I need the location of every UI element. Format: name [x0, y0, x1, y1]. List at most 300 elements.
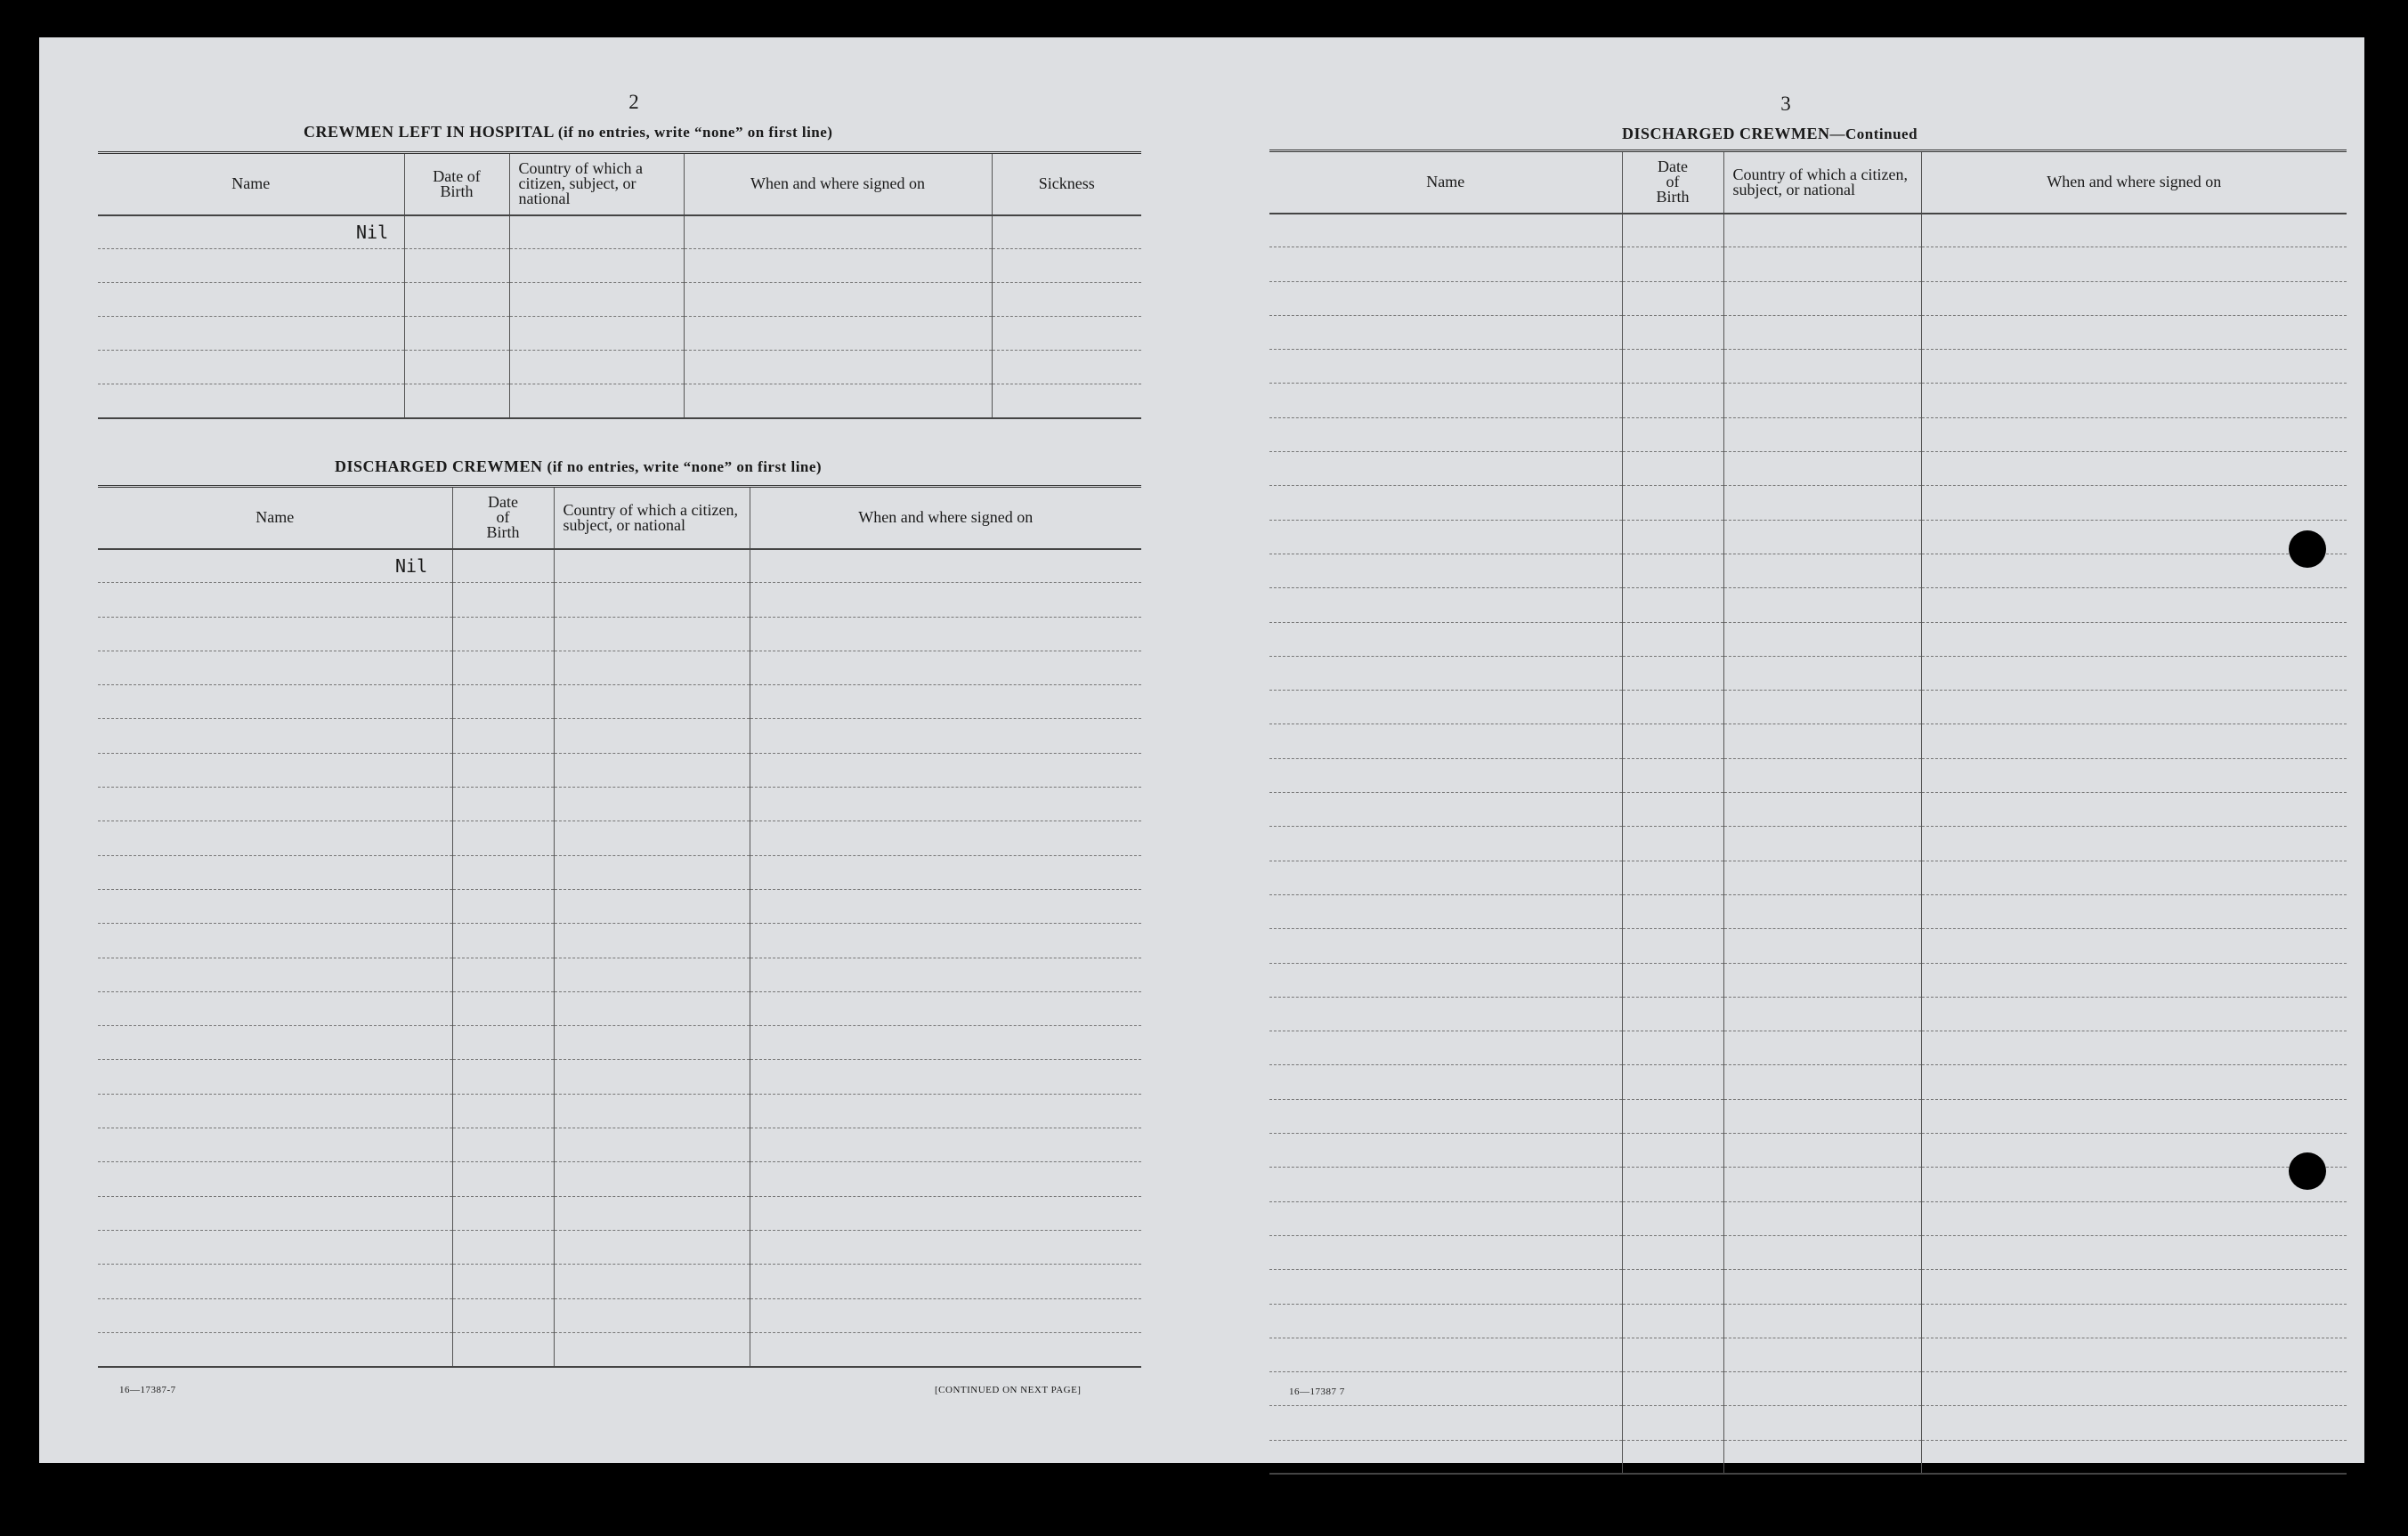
table-cell: [452, 855, 554, 889]
table-row: [1269, 656, 2347, 690]
table-cell: [1723, 315, 1921, 349]
table-row: [1269, 1440, 2347, 1474]
table-cell: [1269, 1270, 1622, 1304]
table-cell: [1269, 758, 1622, 792]
table-row: [1269, 963, 2347, 997]
table-cell: [1723, 520, 1921, 554]
table-cell: [554, 685, 750, 719]
hospital-table: [98, 151, 1141, 419]
table-cell: [554, 1332, 750, 1366]
table-cell: [1921, 691, 2347, 724]
table-cell: [750, 788, 1141, 821]
table-row: [98, 1094, 1141, 1128]
table-cell: [1269, 486, 1622, 520]
table-row: [1269, 1099, 2347, 1133]
column-header-name: Name: [98, 487, 452, 549]
table-cell: [1622, 1201, 1723, 1235]
table-cell: [992, 384, 1141, 418]
table-cell: [750, 685, 1141, 719]
table-cell: [1723, 384, 1921, 417]
table-cell: [554, 719, 750, 753]
table-cell: [1622, 315, 1723, 349]
discharged-continued-suffix: —Continued: [1829, 125, 1918, 142]
table-cell: [1622, 724, 1723, 758]
table-cell: [1269, 1065, 1622, 1099]
table-cell: [1921, 929, 2347, 963]
table-cell: [98, 351, 404, 384]
table-row: [98, 1265, 1141, 1298]
table-cell: [1622, 214, 1723, 247]
table-cell: [98, 1026, 452, 1060]
table-cell: [1921, 452, 2347, 486]
table-cell: [1723, 1406, 1921, 1440]
table-cell: [1622, 281, 1723, 315]
discharged-section-title: [335, 457, 822, 476]
table-row: [98, 1196, 1141, 1230]
table-cell: [1921, 1031, 2347, 1065]
table-cell: [1622, 894, 1723, 928]
table-cell: [554, 1196, 750, 1230]
hospital-title-note: (if no entries, write “none” on first line): [557, 124, 833, 141]
table-cell: [1622, 1440, 1723, 1474]
table-cell: [750, 1026, 1141, 1060]
table-cell: [554, 958, 750, 991]
table-cell: [452, 1026, 554, 1060]
table-cell: [404, 215, 509, 249]
table-row: [98, 685, 1141, 719]
discharged-title-note: (if no entries, write “none” on first line): [547, 458, 823, 475]
column-header-date-of-birth: Date of Birth: [1622, 151, 1723, 214]
table-cell: [452, 651, 554, 684]
discharged-continued-title: [1622, 125, 1917, 143]
table-cell: [1723, 281, 1921, 315]
table-cell: [1269, 1338, 1622, 1371]
table-row: [98, 617, 1141, 651]
table-cell: [1921, 963, 2347, 997]
table-cell: [750, 1094, 1141, 1128]
table-cell: [750, 1060, 1141, 1094]
table-cell: [1269, 315, 1622, 349]
table-row: [1269, 1406, 2347, 1440]
table-cell: [1921, 247, 2347, 281]
form-number-right: 16—17387 7: [1289, 1386, 1345, 1397]
scanned-document-sheet: [39, 37, 2364, 1463]
table-cell: [1723, 758, 1921, 792]
table-cell: [1921, 1338, 2347, 1371]
table-cell: [1269, 1440, 1622, 1474]
column-header-when-and-where-signed-on: When and where signed on: [750, 487, 1141, 549]
table-cell: [1269, 350, 1622, 384]
table-cell: [452, 1298, 554, 1332]
table-cell: [554, 1060, 750, 1094]
table-cell: [1622, 554, 1723, 587]
table-cell: [554, 889, 750, 923]
table-cell: [1622, 1065, 1723, 1099]
table-cell: [1269, 1168, 1622, 1201]
table-cell: [1269, 656, 1622, 690]
table-cell: [554, 924, 750, 958]
table-cell: [554, 1162, 750, 1196]
table-cell: [98, 1230, 452, 1264]
table-cell: [750, 1128, 1141, 1162]
table-cell: [750, 889, 1141, 923]
table-cell: [1723, 691, 1921, 724]
table-cell: [750, 1230, 1141, 1264]
table-cell: [509, 249, 684, 283]
discharged-continued-table: [1269, 150, 2347, 1475]
table-cell: [452, 1060, 554, 1094]
table-cell: [1723, 963, 1921, 997]
table-cell: [750, 719, 1141, 753]
table-cell: [98, 283, 404, 317]
table-row: [1269, 894, 2347, 928]
table-cell: [1723, 350, 1921, 384]
table-cell: [452, 1265, 554, 1298]
table-row: [1269, 1168, 2347, 1201]
table-cell: [1622, 1338, 1723, 1371]
table-cell: [1921, 827, 2347, 861]
table-cell: [452, 549, 554, 583]
table-row: [98, 215, 1141, 249]
table-cell: [554, 855, 750, 889]
column-header-sickness: Sickness: [992, 153, 1141, 215]
table-cell: [1269, 247, 1622, 281]
table-cell: [1622, 1270, 1723, 1304]
table-row: [1269, 214, 2347, 247]
table-cell: [98, 1162, 452, 1196]
table-row: [1269, 1304, 2347, 1338]
table-row: [98, 1060, 1141, 1094]
table-row: [1269, 1372, 2347, 1406]
table-cell: [1921, 1134, 2347, 1168]
table-cell: [1723, 724, 1921, 758]
table-cell: [1622, 1099, 1723, 1133]
table-cell: [1723, 1440, 1921, 1474]
table-cell: [554, 651, 750, 684]
table-row: [1269, 315, 2347, 349]
table-cell: [452, 991, 554, 1025]
column-header-when-and-where-signed-on: When and where signed on: [1921, 151, 2347, 214]
table-cell: [1269, 214, 1622, 247]
table-cell: [1622, 1031, 1723, 1065]
table-row: [98, 788, 1141, 821]
column-header-when-and-where-signed-on: When and where signed on: [684, 153, 992, 215]
table-row: [98, 1298, 1141, 1332]
column-header-name: Name: [98, 153, 404, 215]
table-cell: [1921, 1406, 2347, 1440]
table-cell: [1723, 997, 1921, 1031]
table-row: [1269, 1235, 2347, 1269]
table-cell: [1269, 929, 1622, 963]
table-cell: [554, 991, 750, 1025]
discharged-title-text: DISCHARGED CREWMEN: [335, 457, 543, 475]
table-cell: [554, 788, 750, 821]
table-row: [98, 351, 1141, 384]
table-cell: [750, 617, 1141, 651]
column-header-country-of-which-a-citizen-sub: Country of which a citizen, subject, or national: [554, 487, 750, 549]
table-cell: [1921, 486, 2347, 520]
table-row: [98, 719, 1141, 753]
table-cell: Nil: [98, 215, 404, 249]
table-cell: [509, 351, 684, 384]
table-cell: [1622, 691, 1723, 724]
table-cell: [750, 1162, 1141, 1196]
table-cell: [452, 753, 554, 787]
table-cell: [750, 991, 1141, 1025]
table-row: [98, 651, 1141, 684]
table-cell: [750, 1265, 1141, 1298]
table-row: [1269, 691, 2347, 724]
table-row: [1269, 861, 2347, 894]
table-cell: [1723, 1031, 1921, 1065]
table-row: [98, 549, 1141, 583]
table-row: [98, 1128, 1141, 1162]
table-row: [98, 1026, 1141, 1060]
table-cell: [1723, 1372, 1921, 1406]
table-cell: [404, 317, 509, 351]
table-cell: [1921, 1270, 2347, 1304]
table-cell: [1921, 588, 2347, 622]
table-cell: [98, 991, 452, 1025]
table-cell: [452, 617, 554, 651]
table-cell: [1723, 1304, 1921, 1338]
table-row: [1269, 520, 2347, 554]
table-cell: [1723, 588, 1921, 622]
table-cell: [452, 1332, 554, 1366]
table-row: [1269, 622, 2347, 656]
table-cell: [452, 788, 554, 821]
table-cell: [1622, 622, 1723, 656]
table-cell: [750, 1332, 1141, 1366]
table-cell: [1622, 1406, 1723, 1440]
table-cell: [1622, 1168, 1723, 1201]
table-cell: [1269, 1031, 1622, 1065]
table-cell: [1622, 417, 1723, 451]
table-cell: [452, 958, 554, 991]
table-cell: [1622, 1372, 1723, 1406]
table-row: [1269, 452, 2347, 486]
hospital-title-text: CREWMEN LEFT IN HOSPITAL: [304, 123, 554, 141]
table-cell: [554, 549, 750, 583]
table-cell: [1622, 929, 1723, 963]
table-cell: [98, 719, 452, 753]
table-cell: [1723, 486, 1921, 520]
table-cell: [98, 1060, 452, 1094]
table-cell: [1921, 758, 2347, 792]
table-cell: [1921, 520, 2347, 554]
table-cell: [1723, 1235, 1921, 1269]
table-cell: [1723, 929, 1921, 963]
table-cell: [684, 384, 992, 418]
table-cell: [1921, 315, 2347, 349]
page-number-left: 2: [628, 91, 639, 113]
table-cell: [554, 1094, 750, 1128]
table-cell: [1723, 827, 1921, 861]
table-cell: [1921, 417, 2347, 451]
form-number-left: 16—17387-7: [119, 1385, 176, 1395]
table-cell: [1622, 963, 1723, 997]
table-cell: [750, 821, 1141, 855]
table-row: [1269, 281, 2347, 315]
table-cell: [992, 283, 1141, 317]
table-cell: [992, 317, 1141, 351]
table-cell: [1269, 691, 1622, 724]
table-row: [98, 384, 1141, 418]
table-cell: [98, 583, 452, 617]
table-cell: [1723, 894, 1921, 928]
page-number-right: 3: [1780, 93, 1791, 115]
table-cell: [452, 821, 554, 855]
table-row: [1269, 1065, 2347, 1099]
table-cell: [1622, 793, 1723, 827]
table-cell: [1921, 350, 2347, 384]
table-row: [1269, 724, 2347, 758]
table-row: [1269, 1031, 2347, 1065]
table-cell: [452, 1162, 554, 1196]
table-row: [98, 753, 1141, 787]
table-cell: [1269, 827, 1622, 861]
table-cell: [1622, 350, 1723, 384]
table-cell: [98, 889, 452, 923]
table-cell: [1921, 281, 2347, 315]
table-cell: [98, 821, 452, 855]
table-cell: [98, 249, 404, 283]
table-cell: [1921, 894, 2347, 928]
table-row: [1269, 588, 2347, 622]
table-cell: [98, 651, 452, 684]
table-row: [1269, 827, 2347, 861]
table-cell: [1622, 247, 1723, 281]
table-row: [1269, 1201, 2347, 1235]
table-cell: [750, 1298, 1141, 1332]
table-cell: [98, 958, 452, 991]
table-cell: [98, 788, 452, 821]
table-row: [1269, 247, 2347, 281]
table-cell: [98, 1298, 452, 1332]
hospital-section-title: [304, 123, 832, 141]
table-cell: [452, 889, 554, 923]
table-cell: [1723, 1065, 1921, 1099]
table-cell: [452, 1128, 554, 1162]
table-cell: [98, 617, 452, 651]
table-cell: [1723, 1099, 1921, 1133]
table-row: [1269, 417, 2347, 451]
table-cell: [750, 924, 1141, 958]
table-row: [98, 317, 1141, 351]
continued-note: [CONTINUED ON NEXT PAGE]: [935, 1385, 1082, 1395]
table-row: [1269, 384, 2347, 417]
table-cell: [1723, 214, 1921, 247]
table-cell: [1269, 724, 1622, 758]
table-cell: [1921, 214, 2347, 247]
table-row: [98, 283, 1141, 317]
table-cell: [750, 583, 1141, 617]
table-cell: [554, 1230, 750, 1264]
table-cell: [98, 384, 404, 418]
table-cell: [1622, 486, 1723, 520]
table-cell: [1269, 963, 1622, 997]
table-cell: [1269, 1406, 1622, 1440]
table-row: [1269, 758, 2347, 792]
table-cell: [1622, 656, 1723, 690]
table-cell: [1622, 758, 1723, 792]
table-cell: [452, 685, 554, 719]
table-cell: [1622, 861, 1723, 894]
table-row: [1269, 486, 2347, 520]
table-cell: [1921, 1099, 2347, 1133]
column-header-name: Name: [1269, 151, 1622, 214]
table-cell: [1269, 1099, 1622, 1133]
table-cell: [98, 685, 452, 719]
table-cell: [98, 1094, 452, 1128]
table-cell: [452, 1196, 554, 1230]
table-cell: [452, 1094, 554, 1128]
table-row: [1269, 1338, 2347, 1371]
table-cell: [1622, 827, 1723, 861]
table-cell: [684, 249, 992, 283]
table-cell: [1723, 793, 1921, 827]
table-cell: [1723, 452, 1921, 486]
table-cell: [1723, 861, 1921, 894]
table-cell: [98, 924, 452, 958]
table-cell: [684, 215, 992, 249]
table-cell: [1622, 452, 1723, 486]
table-cell: [1269, 997, 1622, 1031]
punch-hole-bottom: [2289, 1152, 2326, 1190]
table-cell: [1921, 861, 2347, 894]
table-cell: [554, 753, 750, 787]
table-row: [98, 855, 1141, 889]
table-cell: [452, 583, 554, 617]
table-cell: [404, 283, 509, 317]
table-cell: [98, 1128, 452, 1162]
table-cell: [684, 283, 992, 317]
table-cell: [1723, 1134, 1921, 1168]
table-cell: [1723, 622, 1921, 656]
table-cell: [684, 351, 992, 384]
column-header-country-of-which-a-citizen-sub: Country of which a citizen, subject, or national: [1723, 151, 1921, 214]
table-cell: [1269, 452, 1622, 486]
table-cell: [98, 855, 452, 889]
table-row: [98, 1230, 1141, 1264]
table-row: [1269, 1134, 2347, 1168]
table-cell: [1921, 997, 2347, 1031]
table-cell: [1269, 894, 1622, 928]
table-cell: [1723, 1168, 1921, 1201]
table-cell: [1269, 281, 1622, 315]
table-cell: [1723, 1201, 1921, 1235]
table-cell: [1269, 793, 1622, 827]
table-row: [1269, 554, 2347, 587]
table-cell: [554, 583, 750, 617]
table-cell: Nil: [98, 549, 452, 583]
table-cell: [509, 384, 684, 418]
table-cell: [554, 617, 750, 651]
table-row: [98, 1332, 1141, 1366]
table-cell: [1921, 1168, 2347, 1201]
table-cell: [992, 249, 1141, 283]
table-row: [98, 924, 1141, 958]
table-cell: [1921, 1440, 2347, 1474]
table-row: [1269, 1270, 2347, 1304]
table-cell: [554, 821, 750, 855]
table-cell: [1723, 1270, 1921, 1304]
table-cell: [452, 1230, 554, 1264]
table-cell: [404, 384, 509, 418]
table-cell: [1269, 1235, 1622, 1269]
table-cell: [684, 317, 992, 351]
table-cell: [1622, 1134, 1723, 1168]
